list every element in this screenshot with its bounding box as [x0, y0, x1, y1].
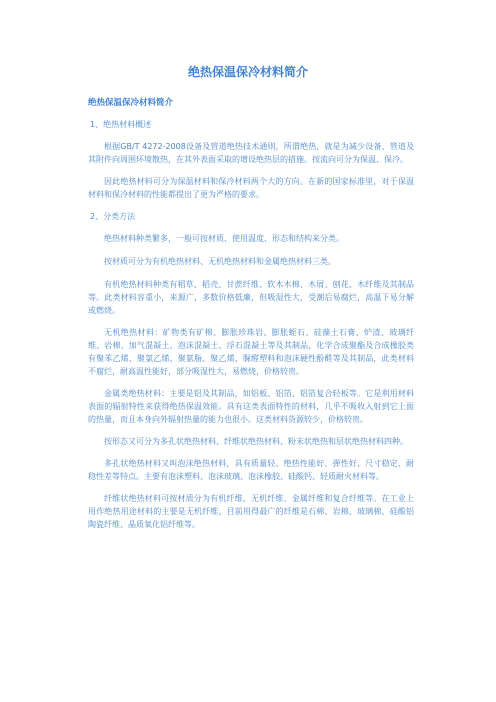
document-body	[88, 96, 414, 540]
paragraph-definition: 根据GB/T 4272-2008设备及管道绝热技术通则，所谓绝热，就是为减少设备、管道及其附件向周围环境散热，在其外表面采取的增设绝热层的措施。按流向可分为保温、保冷。	[88, 142, 414, 164]
document-title: 绝热保温保冷材料简介	[187, 65, 308, 79]
paragraph-metal-materials: 金属类绝热材料：主要是铝及其制品，如铝板、铝箔、铝箔复合轻板等。它是利用材料表面的辐射特性来获得绝热保温效能。具有这类表面特性的材料，几乎不吸收入射到它上面的热量，而且本身向外辐射热量的能力也很小。这类材料货源较少，价格较贵。	[88, 389, 414, 424]
paragraph-porous-materials: 多孔状绝热材料又叫泡沫绝热材料，具有质量轻、绝热性能好、弹性好、尺寸稳定、耐稳性差等特点。主要有泡沫塑料、泡沫玻璃、泡沫橡胶、硅酸钙、轻质耐火材料等。	[88, 459, 414, 481]
paragraph-inorganic-materials: 无机绝热材料：矿物类有矿棉、膨胀珍珠岩、膨胀蛭石、硅藻土石膏、炉渣、玻璃纤维、岩棉、加气混凝土、泡沫混凝土、浮石混凝土等及其制品，化学合成聚酯及合成橡胶类有聚苯乙烯、聚氯乙烯、聚氨脂、聚乙烯、脲醛塑料和泡沫硬性酚醛等及其制品，此类材料不腐烂，耐高温性能好，部分吸湿性大，易燃烧，价格较贵。	[88, 328, 414, 376]
paragraph-organic-materials: 有机绝热材料种类有稻草、稻壳、甘蔗纤维、软木木棉、木屑、刨花、木纤维及其制品等。此类材料容重小，来源广，多数价格低廉，但吸湿性大，受潮后易腐烂，高温下易分解或燃烧。	[88, 280, 414, 315]
section-heading-classification: 2、分类方法	[90, 212, 136, 221]
section-heading-overview: 1、绝热材料概述	[90, 120, 152, 129]
paragraph-classification-direction: 因此绝热材料可分为保温材料和保冷材料两个大的方向。在新的国家标准里，对于保温材料和保冷材料的性能都提出了更为严格的要求。	[88, 177, 414, 199]
paragraph-fibrous-materials: 纤维状绝热材料可按材质分为有机纤维、无机纤维、金属纤维和复合纤维等。在工业上用作绝热用途材料的主要是无机纤维，目前用得最广的纤维是石棉、岩棉、玻璃棉、硅酸铝陶瓷纤维、晶质氧化铝纤维等。	[88, 494, 414, 529]
paragraph-form-classification: 按形态又可分为多孔状绝热材料、纤维状绝热材料、粉末状绝热和层状绝热材料四种。	[104, 437, 408, 446]
document-subtitle: 绝热保温保冷材料简介	[88, 98, 174, 108]
paragraph-classification-methods: 绝热材料种类繁多，一般可按材质、使用温度、形态和结构来分类。	[104, 234, 344, 243]
paragraph-material-types: 按材质可分为有机绝热材料、无机绝热材料和金属绝热材料三类。	[104, 257, 336, 266]
